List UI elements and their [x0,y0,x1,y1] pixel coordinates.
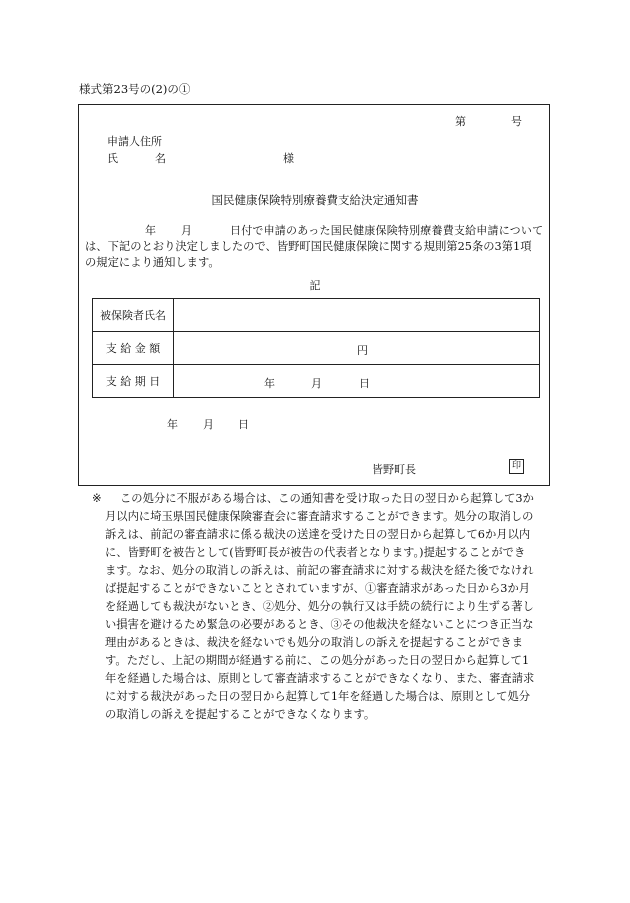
notice-frame [78,104,550,486]
application-year: 年 [145,224,156,237]
yen-unit: 円 [357,344,368,357]
insured-name-label: 被保険者氏名 [93,299,174,332]
notice-line: の取消しの訴えを提起することができなくなります。 [105,708,376,721]
payment-info-table [92,298,540,398]
applicant-name-label-2: 名 [155,152,166,165]
form-number-label: 様式第23号の(2)の① [79,82,191,96]
number-suffix: 号 [511,115,522,128]
notice-line: に対する裁決があった日の翌日から起算して1年を経過した場合は、原則として処分 [105,690,531,703]
issue-month: 月 [203,418,214,431]
note-mark: ※ [92,492,102,505]
mayor-title: 皆野町長 [372,463,416,476]
payment-year: 年 [264,377,275,390]
applicant-address-label: 申請人住所 [107,135,162,148]
notice-line: 理由があるときは、裁決を経ないでも処分の取消しの訴えを提起することができま [105,636,523,649]
payment-date-label: 支 給 期 日 [93,365,174,398]
body-line-3: の規定により通知します。 [85,256,220,269]
insured-name-value [174,299,540,332]
payment-amount-label: 支 給 金 額 [93,332,174,365]
notice-line: を経過しても裁決がないとき、②処分、処分の執行又は手続の続行により生ずる著し [105,600,534,613]
seal-box: 印 [509,459,524,474]
notice-line: 月以内に埼玉県国民健康保険審査会に審査請求することができます。処分の取消しの [105,510,534,523]
payment-day: 日 [359,377,370,390]
issue-year: 年 [167,418,178,431]
table-row [93,365,540,398]
notice-line: に、皆野町を被告として(皆野町長が被告の代表者となります。)提起することができ [105,546,526,559]
issue-day: 日 [238,418,249,431]
notice-line: す。ただし、上記の期間が経過する前に、この処分があった日の翌日から起算して1 [105,654,530,667]
notice-line: 年を経過した場合は、原則として審査請求することができなくなり、また、審査請求 [105,672,535,685]
appeal-notice [92,490,550,724]
notice-line: ば提起することができないこととされていますが、①審査請求があった日から3か月 [105,582,531,595]
notice-line: ※ この処分に不服がある場合は、この通知書を受け取った日の翌日から起算して3か [92,490,550,508]
payment-amount-value [174,332,540,365]
body-line-2: は、下記のとおり決定しましたので、皆野町国民健康保険に関する規則第25条の3第1項 [85,240,532,253]
application-month: 月 [181,224,192,237]
honorific-sama: 様 [283,152,294,165]
document-title: 国民健康保険特別療養費支給決定通知書 [211,193,419,207]
table-row [93,332,540,365]
number-prefix: 第 [455,115,466,128]
payment-month: 月 [311,377,322,390]
notice-line: い損害を避けるため緊急の必要があるとき、③その他裁決を経ないことにつき正当な [105,618,534,631]
payment-date-value [174,365,540,398]
notice-line: 訴えは、前記の審査請求に係る裁決の送達を受けた日の翌日から起算して6か月以内 [105,528,531,541]
table-row [93,299,540,332]
applicant-name-label-1: 氏 [107,152,118,165]
ki-heading: 記 [309,279,321,292]
notice-line: ます。なお、処分の取消しの訴えは、前記の審査請求に対する裁決を経た後でなけれ [105,564,534,577]
body-line-1: 日付で申請のあった国民健康保険特別療養費支給申請について [230,224,544,237]
